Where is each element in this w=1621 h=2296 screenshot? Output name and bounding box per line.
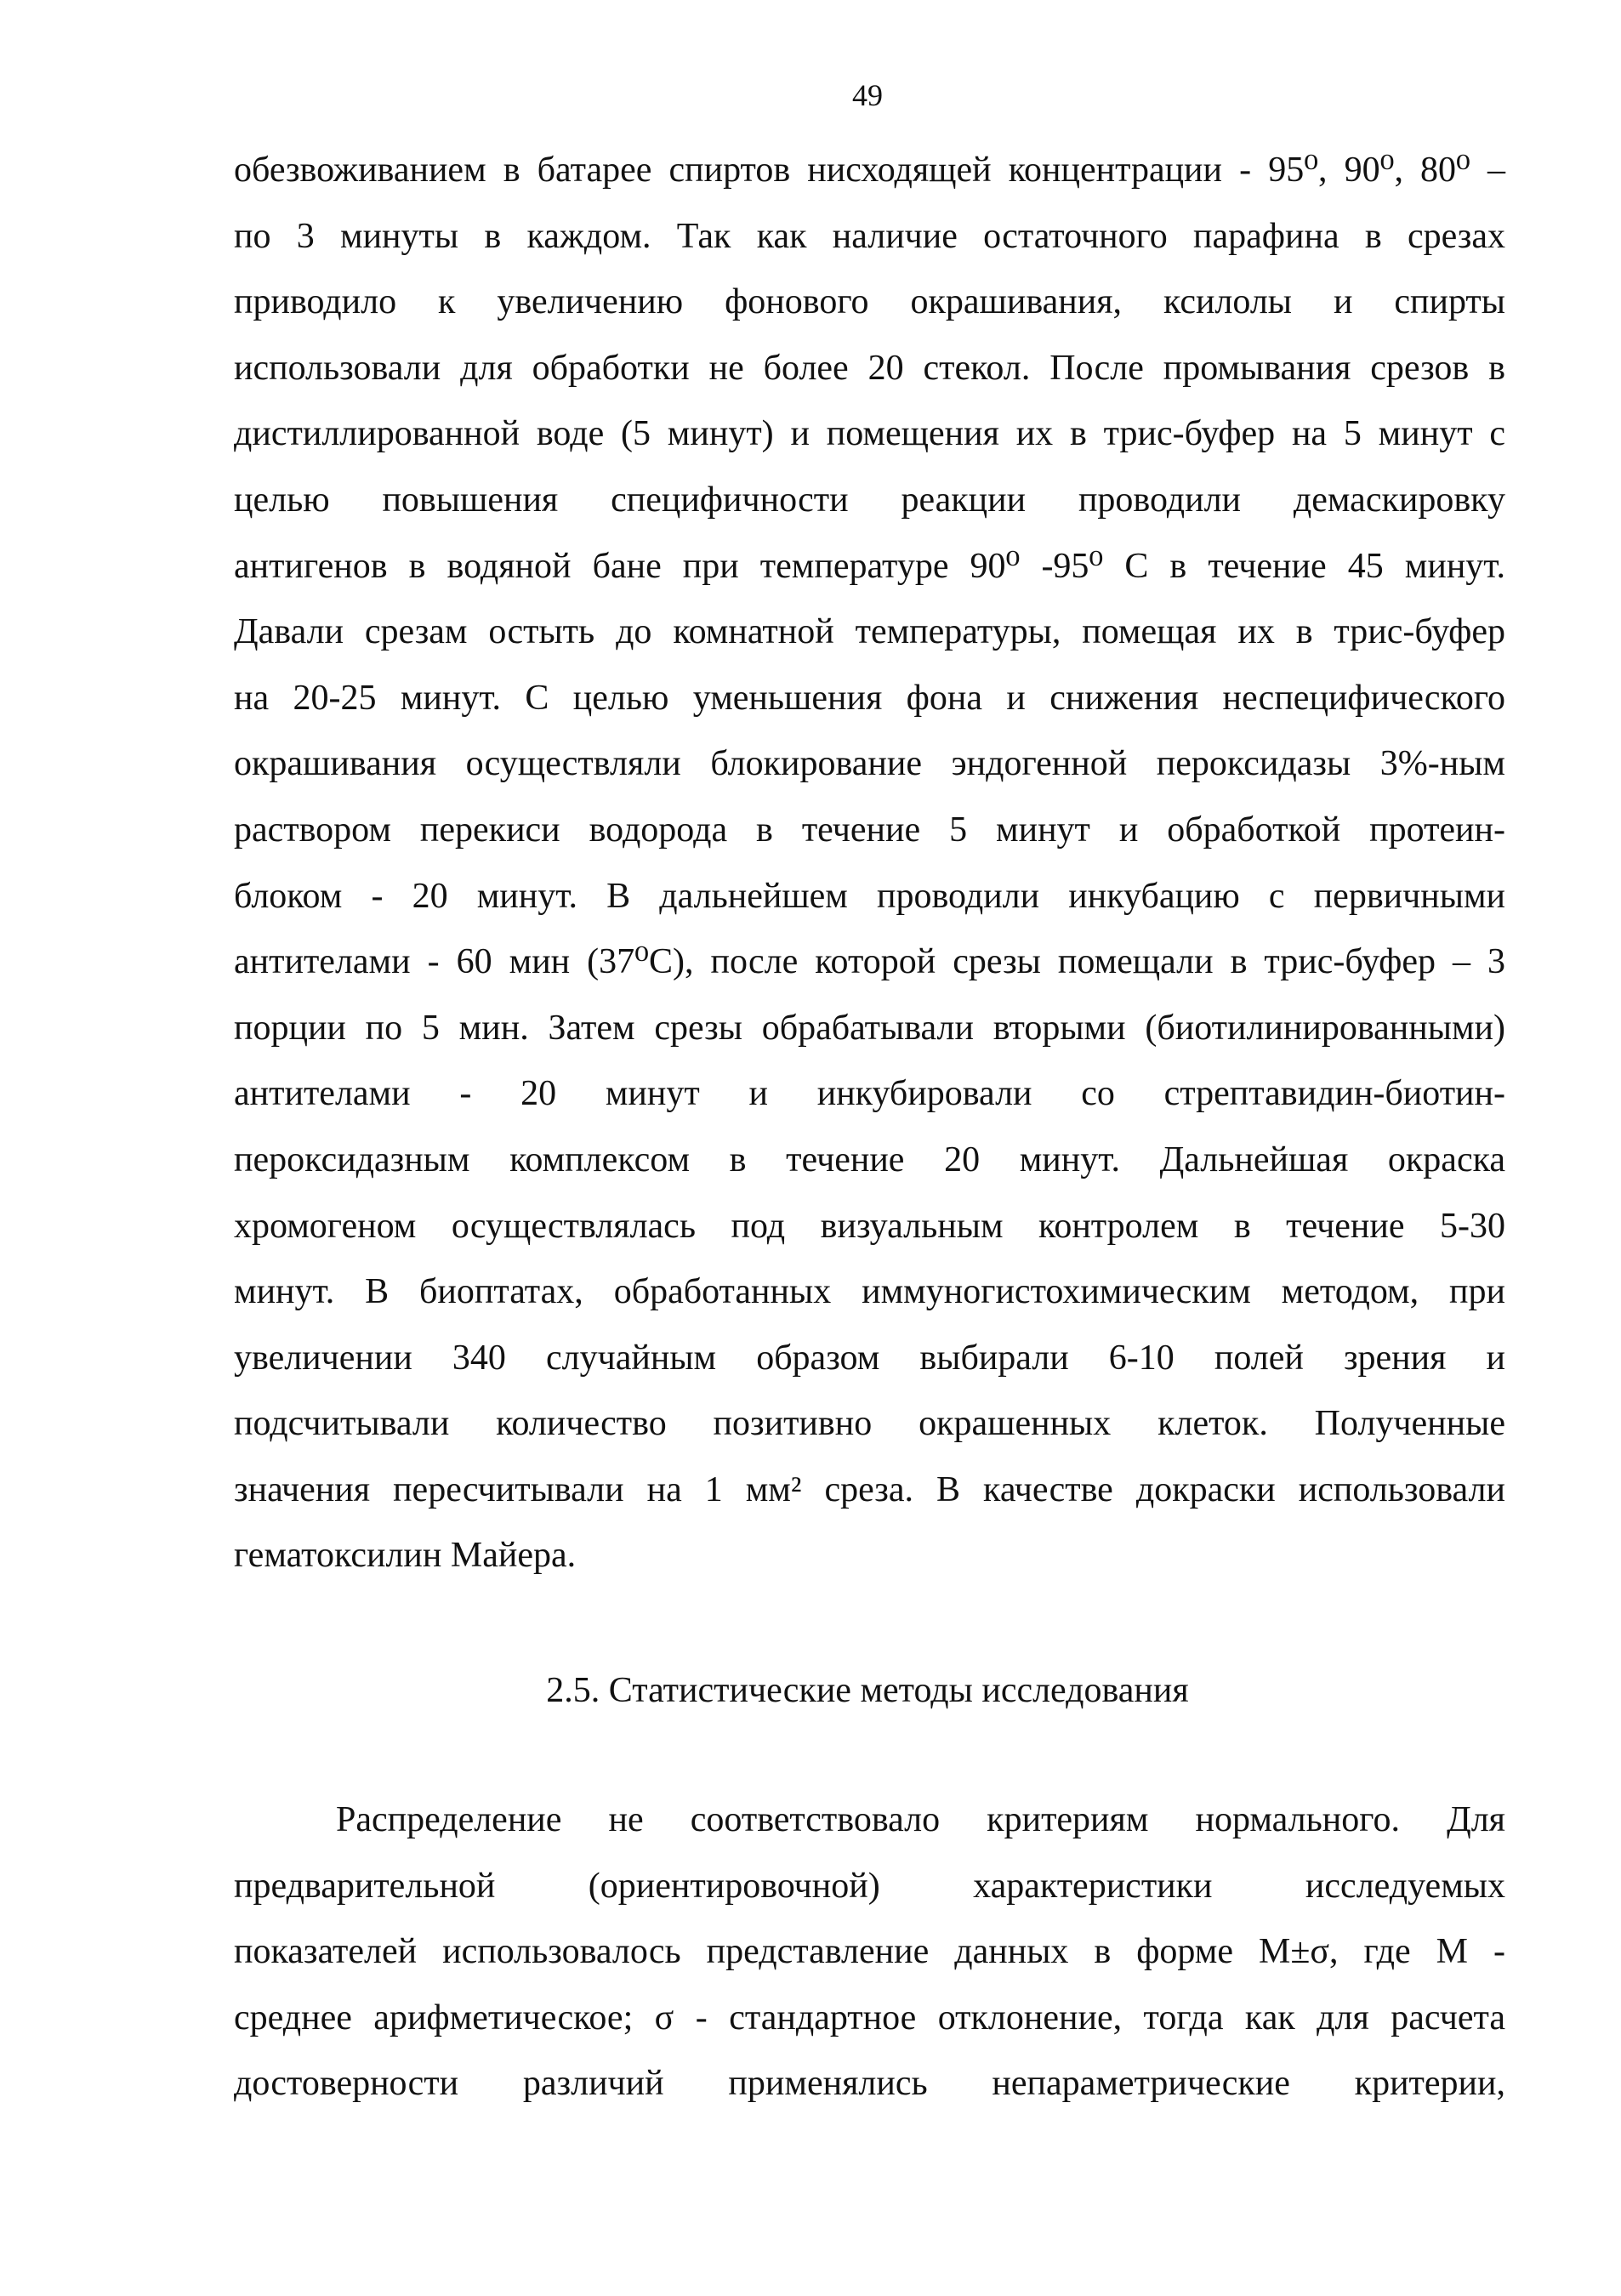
text-line: целью повышения специфичности реакции проводили демаскировку [234,480,1505,520]
text-line: антителами - 20 минут и инкубировали со стрептавидин-биотин- [234,1074,1505,1114]
text-line: увеличении 340 случайным образом выбирали 6-10 полей зрения и [234,1338,1505,1378]
text-line: достоверности различий применялись непараметрические критерии, [234,2064,1505,2104]
page-number: 49 [852,78,883,112]
text-line: среднее арифметическое; σ - стандартное отклонение, тогда как для расчета [234,1998,1505,2037]
paragraph-statistics [234,1787,1505,2117]
text-line: дистиллированной воде (5 минут) и помещения их в трис-буфер на 5 минут с [234,414,1505,454]
text-line: значения пересчитывали на 1 мм² среза. В качестве докраски использовали [234,1469,1505,1509]
text-line: Распределение не соответствовало критериям нормального. Для [336,1800,1505,1839]
text-line: антителами - 60 мин (37⁰С), после которой срезы помещали в трис-буфер – 3 [234,942,1505,982]
text-line: использовали для обработки не более 20 стекол. После промывания срезов в [234,348,1505,388]
text-line: минут. В биоптатах, обработанных иммуногистохимическим методом, при [234,1272,1505,1312]
text-line: на 20-25 минут. С целью уменьшения фона и снижения неспецифического [234,678,1505,718]
text-line: показателей использовалось представление данных в форме M±σ, где М - [234,1932,1505,1972]
text-line: раствором перекиси водорода в течение 5 минут и обработкой протеин- [234,810,1505,850]
text-line: блоком - 20 минут. В дальнейшем проводили инкубацию с первичными [234,876,1505,916]
section-heading: 2.5. Статистические методы исследования [546,1671,1189,1710]
text-line: приводило к увеличению фонового окрашивания, ксилолы и спирты [234,282,1505,322]
text-line: порции по 5 мин. Затем срезы обрабатывали вторыми (биотилинированными) [234,1008,1505,1048]
text-line: окрашивания осуществляли блокирование эндогенной пероксидазы 3%-ным [234,744,1505,784]
text-line: по 3 минуты в каждом. Так как наличие остаточного парафина в срезах [234,216,1505,256]
text-line: подсчитывали количество позитивно окрашенных клеток. Полученные [234,1404,1505,1444]
text-line: обезвоживанием в батарее спиртов нисходящей концентрации - 95⁰, 90⁰, 80⁰ – [234,151,1505,190]
text-line: пероксидазным комплексом в течение 20 минут. Дальнейшая окраска [234,1139,1505,1179]
text-line: антигенов в водяной бане при температуре 90⁰ -95⁰ С в течение 45 минут. [234,546,1505,586]
paragraph-methods-ihc [234,138,1505,1589]
text-line: гематоксилин Майера. [234,1536,577,1576]
text-line: Давали срезам остыть до комнатной температуры, помещая их в трис-буфер [234,612,1505,652]
text-line: предварительной (ориентировочной) характеристики исследуемых [234,1866,1505,1906]
text-line: хромогеном осуществлялась под визуальным контролем в течение 5-30 [234,1206,1505,1246]
